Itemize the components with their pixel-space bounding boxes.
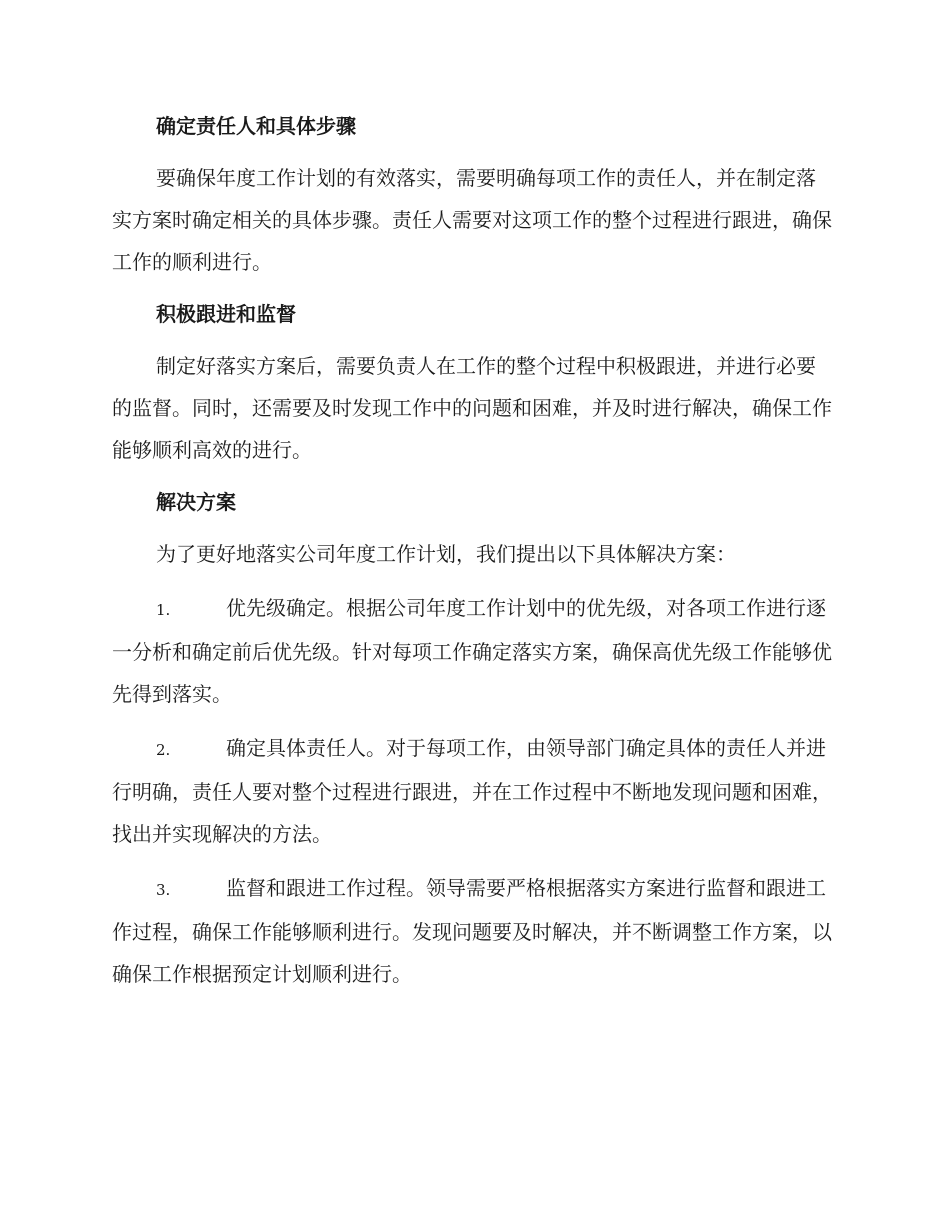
list-item [112,587,834,715]
list-item [112,867,834,995]
document-page [112,105,834,995]
section-paragraph-follow-up: 制定好落实方案后，需要负责人在工作的整个过程中积极跟进，并进行必要的监督。同时，还需要及时发现工作中的问题和困难，并及时进行解决，确保工作能够顺利高效的进行。 [112,354,832,462]
spacer [112,523,834,533]
section-heading-follow-up: 积极跟进和监督 [156,302,296,326]
list-item-number: 3. [156,881,171,899]
list-item-text: 监督和跟进工作过程。领导需要严格根据落实方案进行监督和跟进工作过程，确保工作能够顺利进行。发现问题要及时解决，并不断调整工作方案，以确保工作根据预定计划顺利进行。 [112,876,832,986]
list-item-text: 优先级确定。根据公司年度工作计划中的优先级，对各项工作进行逐一分析和确定前后优先级。针对每项工作确定落实方案，确保高优先级工作能够优先得到落实。 [112,596,832,706]
list-item-text: 确定具体责任人。对于每项工作，由领导部门确定具体的责任人并进行明确，责任人要对整个过程进行跟进，并在工作过程中不断地发现问题和困难，找出并实现解决的方法。 [112,736,832,846]
section-heading-solutions: 解决方案 [156,490,236,514]
list-item-number: 1. [156,601,171,619]
list-item [112,727,834,855]
spacer [112,715,834,727]
spacer [112,855,834,867]
section-paragraph-solutions: 为了更好地落实公司年度工作计划，我们提出以下具体解决方案： [156,542,736,566]
spacer [112,335,834,345]
spacer [112,147,834,157]
spacer [112,283,834,293]
section-paragraph-responsibility: 要确保年度工作计划的有效落实，需要明确每项工作的责任人，并在制定落实方案时确定相关的具体步骤。责任人需要对这项工作的整个过程进行跟进，确保工作的顺利进行。 [112,166,832,274]
spacer [112,471,834,481]
list-item-number: 2. [156,741,171,759]
spacer [112,575,834,587]
section-heading-responsibility: 确定责任人和具体步骤 [156,114,356,138]
